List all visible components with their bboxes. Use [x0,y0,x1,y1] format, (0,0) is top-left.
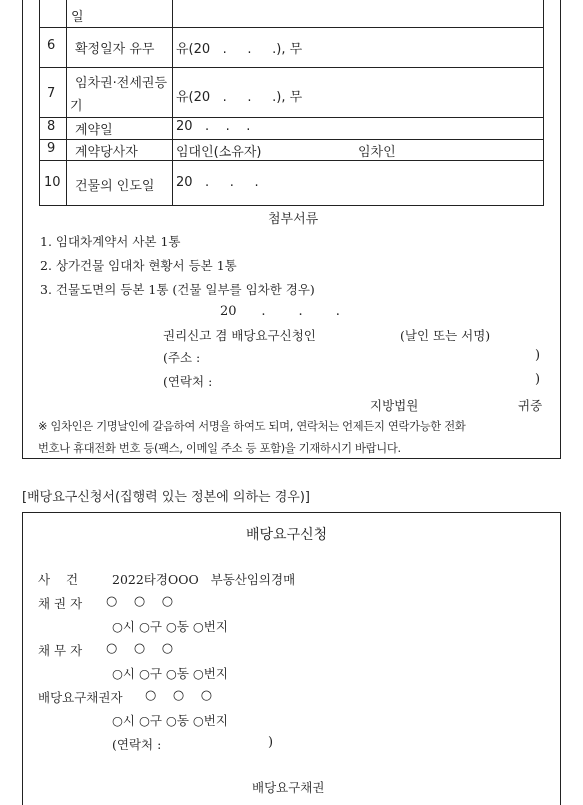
table-cell-value: 20 . . . [176,119,251,134]
section-border-right [560,0,561,459]
section-bottom-border [22,458,561,459]
applicant-label: 권리신고 겸 배당요구신청인 [163,328,316,343]
table-cell-label: 기 [70,99,83,114]
contact-label: (연락처 : [163,374,213,389]
attachment-item: 3. 건물도면의 등본 1통 (건물 일부를 임차한 경우) [40,282,315,297]
creditor-address: ○시 ○구 ○동 ○번지 [112,619,228,634]
debtor-name: ○ ○ ○ [106,641,174,656]
table-cell-label: 건물의 인도일 [75,179,155,194]
debtor-label: 채 무 자 [38,643,83,658]
table-border-right [543,0,544,206]
form-title: 배당요구신청 [246,527,328,543]
row-divider [39,160,544,161]
creditor-label: 채 권 자 [38,596,83,611]
claimant-contact: (연락처 : [112,737,162,752]
form-border-left [22,512,23,805]
table-cell-label: 확정일자 유무 [75,42,155,57]
claimant-name: ○ ○ ○ [145,688,213,703]
row-divider [39,117,544,118]
table-bottom-border [39,205,544,206]
attachments-title: 첨부서류 [268,212,319,227]
table-cell-no: 6 [47,38,56,53]
debtor-address: ○시 ○구 ○동 ○번지 [112,666,228,681]
attachment-item: 1. 임대차계약서 사본 1통 [40,234,181,249]
table-col-divider-2 [172,0,173,206]
section-border-left [22,0,23,459]
application-date: 20 . . . [220,304,340,319]
case-value: 2022타경OOO 부동산임의경매 [112,572,296,587]
table-cell-no: 10 [44,175,61,190]
row-divider [39,139,544,140]
row-divider [39,67,544,68]
table-col-divider-1 [66,0,67,206]
table-cell-value: 20 . . . [176,175,259,190]
attachment-item: 2. 상가건물 임대차 현황서 등본 1통 [40,258,237,273]
contact-close: ) [535,372,541,387]
table-cell-label: 일 [71,10,84,25]
table-cell-value: 임대인(소유자) [176,145,262,160]
form-border-right [560,512,561,805]
table-cell-label: 계약당사자 [75,145,138,160]
note-line: 번호나 휴대전화 번호 등(팩스, 이메일 주소 등 포함)을 기재하시기 바랍니다. [38,442,401,455]
table-cell-value: 유(20 . . .), 무 [176,90,303,105]
case-label: 사 건 [38,572,79,587]
creditor-name: ○ ○ ○ [106,594,174,609]
address-label: (주소 : [163,350,201,365]
claimant-label: 배당요구채권자 [38,690,123,705]
table-cell-no: 8 [47,119,56,134]
table-cell-value: 유(20 . . .), 무 [176,42,303,57]
table-border-left [39,0,40,206]
form-top-border [22,512,561,513]
court-label: 지방법원 [370,398,419,413]
claimant-contact-close: ) [268,735,274,750]
claimant-address: ○시 ○구 ○동 ○번지 [112,713,228,728]
section-heading: [배당요구신청서(집행력 있는 정본에 의하는 경우)] [22,490,310,505]
table-cell-no: 7 [47,86,56,101]
table-cell-label: 임차권·전세권등 [75,76,168,91]
table-cell-label: 계약일 [75,123,113,138]
table-cell-no: 9 [47,141,56,156]
note-line: ※ 임차인은 기명날인에 갈음하여 서명을 하여도 되며, 연락처는 언제든지 연락가능한 전화 [38,420,466,433]
claim-section-label: 배당요구채권 [252,780,325,795]
row-divider [39,27,544,28]
address-close: ) [535,348,541,363]
seal-note: (날인 또는 서명) [400,328,491,343]
court-suffix: 귀중 [518,398,543,413]
table-cell-value: 임차인 [358,145,396,160]
